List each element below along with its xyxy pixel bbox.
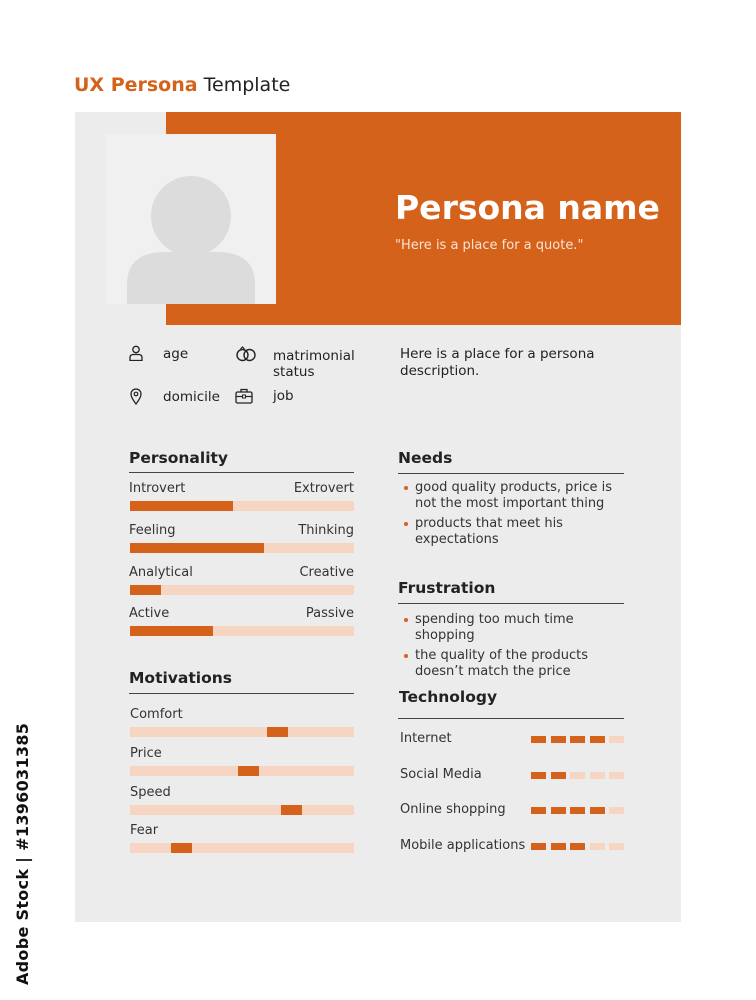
trait-left-label: Active [129,606,170,621]
level-segment-empty [570,772,585,779]
trait-right-label: Creative [299,565,354,580]
level-segment-filled [590,807,605,814]
motivation-label: Speed [130,785,171,800]
level-segment-empty [609,772,624,779]
motivation-marker [171,843,192,853]
level-segment-filled [531,807,546,814]
trait-track [130,585,354,595]
motivation-marker [281,805,302,815]
trait-left-label: Introvert [129,481,186,496]
technology-level [531,736,626,744]
level-segment-empty [609,807,624,814]
motivation-track [130,766,354,776]
level-segment-empty [590,843,605,850]
info-status: matrimonial status [273,348,355,380]
level-segment-filled [531,736,546,743]
motivation-row [130,823,354,859]
stock-id-watermark [13,722,33,985]
trait-track [130,501,354,511]
technology-row [400,802,625,820]
level-segment-filled [551,736,566,743]
frustration-item: the quality of the products doesn’t match the price [404,648,634,680]
frustration-list [404,612,634,684]
trait-fill [130,543,264,553]
motivation-track [130,843,354,853]
level-segment-filled [531,843,546,850]
motivation-row [130,707,354,743]
info-age: age [163,346,189,362]
frustration-item: spending too much time shopping [404,612,634,644]
level-segment-filled [551,807,566,814]
trait-right-label: Passive [305,606,354,621]
trait-track [130,626,354,636]
level-segment-filled [570,736,585,743]
motivation-marker [267,727,288,737]
needs-divider [398,473,624,474]
level-segment-empty [609,843,624,850]
motivations-title: Motivations [129,669,232,687]
technology-label: Internet [400,731,452,746]
person-icon [129,345,143,361]
persona-card [75,112,681,922]
technology-level [531,807,626,815]
persona-name: Persona name [395,188,660,227]
technology-title: Technology [399,688,498,706]
persona-quote: "Here is a place for a quote." [395,238,584,253]
level-segment-filled [590,736,605,743]
motivation-label: Fear [130,823,159,838]
technology-row [400,838,625,856]
motivation-marker [238,766,259,776]
technology-label: Mobile applications [400,838,526,853]
motivations-divider [129,693,354,694]
stock-id-text: Adobe Stock | #1396031385 [13,722,32,985]
technology-row [400,731,625,749]
motivation-row [130,746,354,782]
technology-row [400,767,625,785]
technology-divider [398,718,624,719]
page-title-accent: UX Persona [74,74,198,96]
trait-fill [130,626,213,636]
page-title-rest: Template [203,74,291,96]
frustration-title: Frustration [398,579,496,597]
location-pin-icon [130,388,142,405]
level-segment-empty [609,736,624,743]
level-segment-filled [551,772,566,779]
frustration-divider [398,603,624,604]
level-segment-filled [551,843,566,850]
technology-level [531,772,626,780]
trait-row [129,481,354,521]
motivation-label: Price [130,746,162,761]
persona-description: Here is a place for a persona description. [400,346,595,379]
info-domicile: domicile [163,389,220,405]
trait-row [129,606,354,646]
trait-right-label: Extrovert [293,481,354,496]
level-segment-filled [570,807,585,814]
page-title [74,74,290,96]
level-segment-filled [531,772,546,779]
level-segment-filled [570,843,585,850]
trait-left-label: Feeling [129,523,176,538]
trait-fill [130,585,161,595]
trait-track [130,543,354,553]
motivation-track [130,727,354,737]
technology-label: Online shopping [400,802,506,817]
needs-list [404,480,634,552]
needs-item: good quality products, price is not the most important thing [404,480,634,512]
motivation-track [130,805,354,815]
motivation-label: Comfort [130,707,183,722]
info-job: job [273,388,294,404]
personality-title: Personality [129,449,229,467]
rings-icon [235,346,257,362]
needs-title: Needs [398,449,453,467]
technology-label: Social Media [400,767,482,782]
level-segment-empty [590,772,605,779]
trait-left-label: Analytical [129,565,193,580]
motivation-row [130,785,354,821]
trait-row [129,523,354,563]
avatar-placeholder [106,134,276,304]
technology-level [531,843,626,851]
trait-fill [130,501,233,511]
briefcase-icon [235,388,253,404]
avatar-silhouette-icon [106,134,276,304]
trait-right-label: Thinking [298,523,354,538]
trait-row [129,565,354,605]
personality-divider [129,472,354,473]
needs-item: products that meet his expectations [404,516,634,548]
